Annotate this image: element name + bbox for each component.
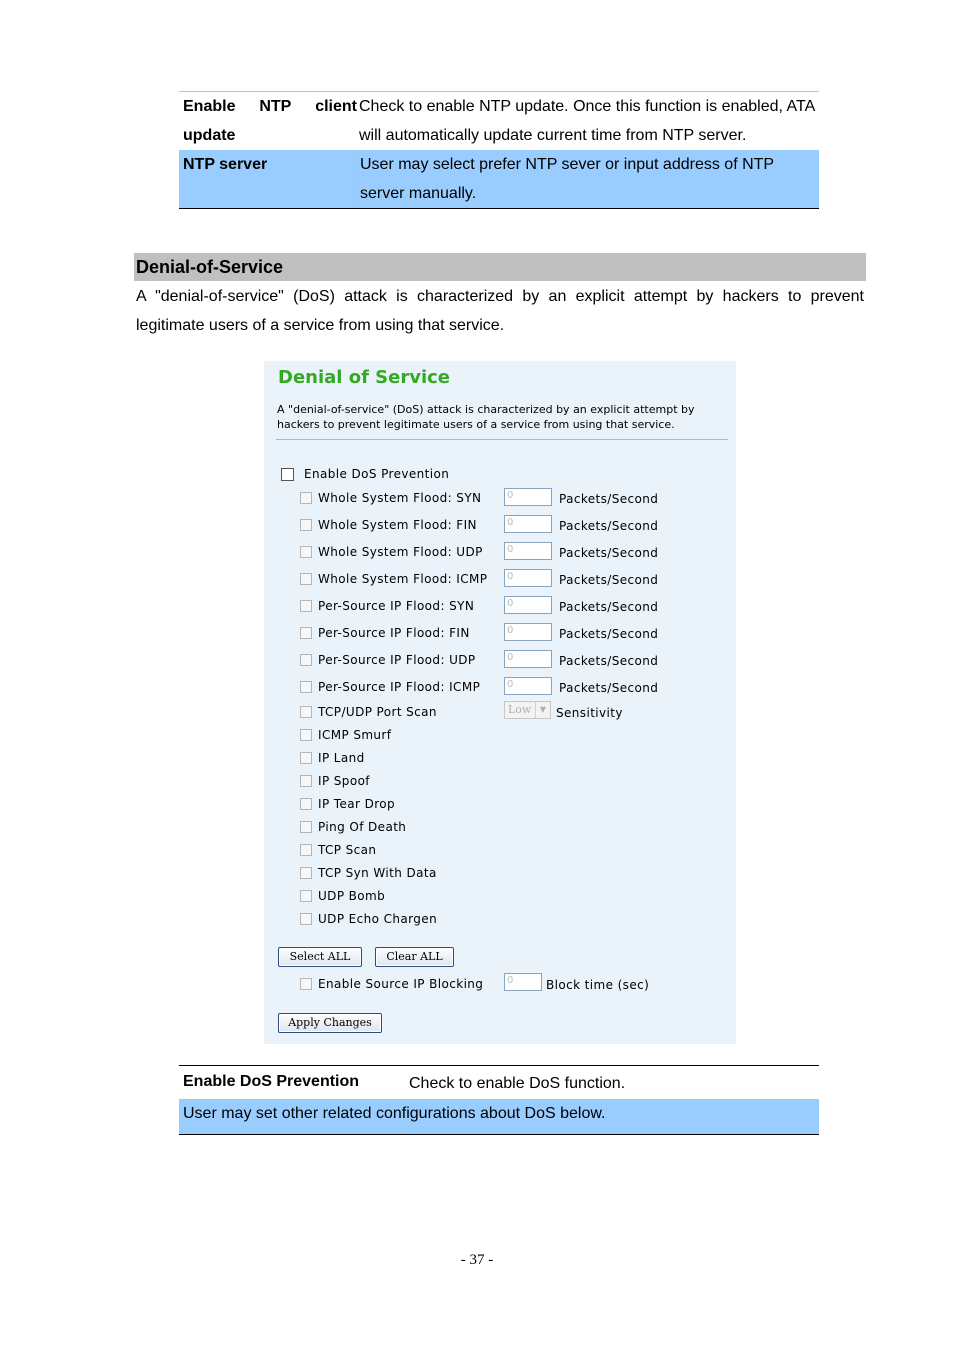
- item-label: IP Land: [318, 751, 365, 765]
- item-label: Whole System Flood: FIN: [318, 518, 477, 532]
- panel-title: Denial of Service: [278, 367, 451, 388]
- unit-label: Packets/Second: [559, 492, 659, 506]
- unit-label: Packets/Second: [559, 627, 659, 641]
- item-label: Whole System Flood: ICMP: [318, 572, 488, 586]
- ip-tear-drop-checkbox[interactable]: [300, 798, 312, 810]
- select-value: Low: [508, 703, 532, 716]
- row-label: NTP server: [183, 156, 268, 173]
- ntp-settings-table: [179, 91, 819, 209]
- row-description: User may select prefer NTP sever or input address of NTP server manually.: [357, 150, 819, 208]
- item-label: TCP Scan: [318, 843, 377, 857]
- item-label: TCP/UDP Port Scan: [318, 705, 437, 719]
- udp-flood-checkbox[interactable]: [300, 546, 312, 558]
- item-label: Whole System Flood: UDP: [318, 545, 483, 559]
- item-label: Per-Source IP Flood: ICMP: [318, 680, 481, 694]
- item-label: Per-Source IP Flood: UDP: [318, 653, 476, 667]
- src-udp-flood-checkbox[interactable]: [300, 654, 312, 666]
- unit-label: Packets/Second: [559, 546, 659, 560]
- src-syn-flood-input[interactable]: 0: [504, 596, 552, 614]
- item-label: Ping Of Death: [318, 820, 407, 834]
- src-icmp-flood-input[interactable]: 0: [504, 677, 552, 695]
- item-label: UDP Bomb: [318, 889, 386, 903]
- fin-flood-input[interactable]: 0: [504, 515, 552, 533]
- tcp-scan-checkbox[interactable]: [300, 844, 312, 856]
- chevron-down-icon: ▼: [535, 702, 550, 718]
- item-label: Per-Source IP Flood: FIN: [318, 626, 470, 640]
- item-label: Enable Source IP Blocking: [318, 977, 484, 991]
- row-label: [179, 92, 357, 150]
- src-udp-flood-input[interactable]: 0: [504, 650, 552, 668]
- enable-dos-label: Enable DoS Prevention: [304, 467, 450, 481]
- item-label: Whole System Flood: SYN: [318, 491, 482, 505]
- ping-of-death-checkbox[interactable]: [300, 821, 312, 833]
- unit-label: Block time (sec): [546, 978, 650, 992]
- item-label: TCP Syn With Data: [318, 866, 437, 880]
- udp-flood-input[interactable]: 0: [504, 542, 552, 560]
- source-ip-blocking-checkbox[interactable]: [300, 978, 312, 990]
- table-row: [179, 1066, 819, 1099]
- fin-flood-checkbox[interactable]: [300, 519, 312, 531]
- block-time-input[interactable]: 0: [504, 973, 542, 991]
- dos-settings-panel: [264, 361, 736, 1044]
- src-icmp-flood-checkbox[interactable]: [300, 681, 312, 693]
- src-fin-flood-checkbox[interactable]: [300, 627, 312, 639]
- label-word: update: [183, 127, 236, 144]
- syn-flood-input[interactable]: 0: [504, 488, 552, 506]
- row-description: Check to enable NTP update. Once this function is enabled, ATA will automatically update current time from NTP server.: [359, 98, 815, 144]
- item-label: UDP Echo Chargen: [318, 912, 438, 926]
- label-word: NTP: [259, 98, 292, 115]
- unit-label: Packets/Second: [559, 600, 659, 614]
- divider: [276, 439, 728, 440]
- tcp-syn-data-checkbox[interactable]: [300, 867, 312, 879]
- dos-description-table: [179, 1065, 819, 1135]
- select-all-button[interactable]: Select ALL: [278, 947, 362, 967]
- page-number: - 37 -: [460, 1252, 494, 1268]
- item-label: Per-Source IP Flood: SYN: [318, 599, 475, 613]
- apply-changes-button[interactable]: Apply Changes: [278, 1013, 382, 1033]
- label-word: client: [315, 98, 357, 115]
- label-word: Enable: [183, 98, 236, 115]
- section-heading: Denial-of-Service: [134, 253, 866, 281]
- unit-label: Packets/Second: [559, 681, 659, 695]
- clear-all-button[interactable]: Clear ALL: [375, 947, 454, 967]
- udp-bomb-checkbox[interactable]: [300, 890, 312, 902]
- table-row: [179, 92, 819, 150]
- unit-label: Packets/Second: [559, 519, 659, 533]
- syn-flood-checkbox[interactable]: [300, 492, 312, 504]
- port-scan-checkbox[interactable]: [300, 706, 312, 718]
- item-label: IP Spoof: [318, 774, 370, 788]
- src-syn-flood-checkbox[interactable]: [300, 600, 312, 612]
- table-row: User may set other related configurations about DoS below.: [179, 1099, 819, 1134]
- row-description: Check to enable DoS function.: [409, 1074, 626, 1092]
- item-label: ICMP Smurf: [318, 728, 392, 742]
- udp-echo-chargen-checkbox[interactable]: [300, 913, 312, 925]
- unit-label: Packets/Second: [559, 654, 659, 668]
- ip-land-checkbox[interactable]: [300, 752, 312, 764]
- unit-label: Packets/Second: [559, 573, 659, 587]
- src-fin-flood-input[interactable]: 0: [504, 623, 552, 641]
- enable-dos-checkbox[interactable]: [281, 468, 294, 481]
- sensitivity-select[interactable]: [504, 701, 551, 719]
- icmp-flood-checkbox[interactable]: [300, 573, 312, 585]
- row-label: Enable DoS Prevention: [183, 1072, 360, 1090]
- ip-spoof-checkbox[interactable]: [300, 775, 312, 787]
- panel-description: A "denial-of-service" (DoS) attack is characterized by an explicit attempt by hackers to prevent legitimate users of a service from using that service.: [277, 403, 695, 431]
- unit-label: Sensitivity: [556, 706, 623, 720]
- item-label: IP Tear Drop: [318, 797, 396, 811]
- section-intro: A "denial-of-service" (DoS) attack is characterized by an explicit attempt by hackers to prevent legitimate users of a service from using that service.: [136, 288, 864, 334]
- icmp-flood-input[interactable]: 0: [504, 569, 552, 587]
- icmp-smurf-checkbox[interactable]: [300, 729, 312, 741]
- table-row: [179, 150, 819, 208]
